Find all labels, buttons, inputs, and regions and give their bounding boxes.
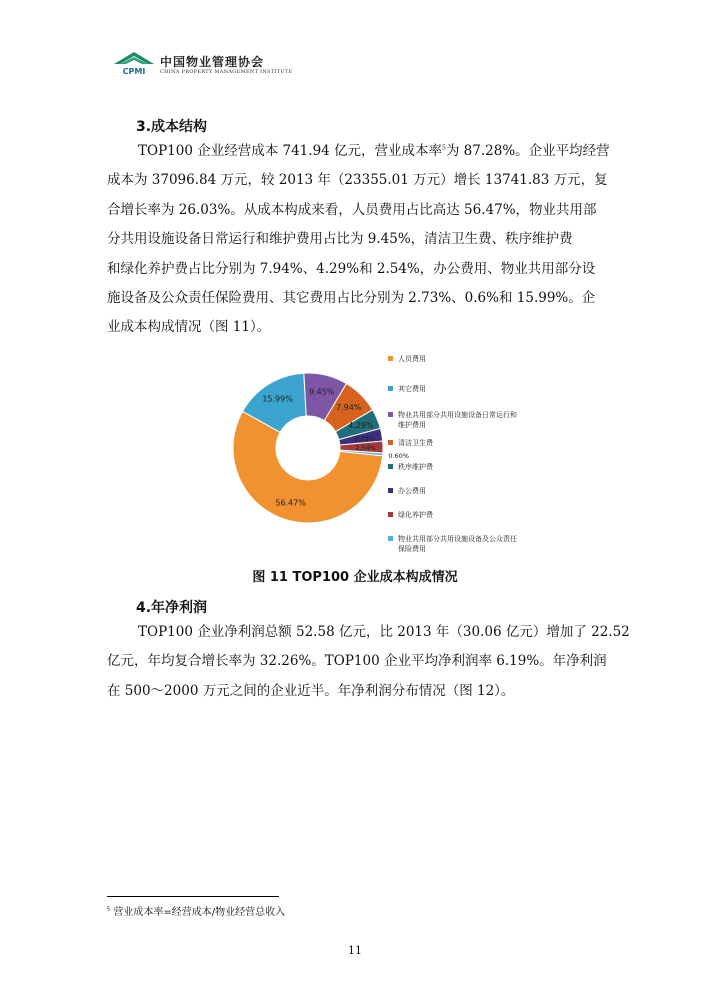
pie-slice-data-label: 2.73%	[354, 434, 375, 443]
text-run: TOP100 企业经营成本 741.94 亿元，营业成本率	[138, 143, 443, 159]
chart-caption: 图 11 TOP100 企业成本构成情况	[252, 570, 458, 585]
paragraph-line: 和绿化养护费占比分别为 7.94%、4.29%和 2.54%，办公费用、物业共用部分设	[107, 260, 596, 277]
footnote-mark: 5	[107, 906, 111, 913]
legend-label: 办公费用	[398, 487, 426, 495]
paragraph-line	[107, 137, 610, 166]
paragraph-line: TOP100 企业净利润总额 52.58 亿元，比 2013 年（30.06 亿元）增加了 22.52	[138, 624, 630, 640]
paragraph-line: 在 500～2000 万元之间的企业近半。年净利润分布情况（图 12）。	[107, 682, 515, 699]
footnote-text: 营业成本率=经营成本/物业经营总收入	[113, 907, 286, 918]
legend-label: 绿化养护费	[398, 511, 433, 519]
legend-swatch	[388, 464, 393, 469]
footnote-divider	[107, 896, 279, 897]
legend-label: 人员费用	[398, 355, 426, 363]
paragraph-line: 合增长率为 26.03%。从成本构成来看，人员费用占比高达 56.47%，物业共用部	[107, 201, 597, 218]
pie-slice-data-label: 56.47%	[275, 498, 306, 508]
paragraph-line: 亿元，年均复合增长率为 32.26%。TOP100 企业平均净利润率 6.19%。年净利润	[107, 653, 607, 670]
cost-structure-paragraph	[107, 137, 610, 343]
paragraph-line: 施设备及公众责任保险费用、其它费用占比分别为 2.73%、0.6%和 15.99%。企	[107, 290, 596, 307]
pie-slice-data-label: 15.99%	[262, 394, 293, 404]
legend-swatch	[388, 440, 393, 445]
footnote	[107, 903, 285, 918]
paragraph-line: 成本为 37096.84 万元，较 2013 年（23355.01 万元）增长 13741.83 万元，复	[107, 172, 608, 189]
section-heading-net-profit: 4.年净利润	[136, 600, 208, 616]
logo-chinese-name: 中国物业管理协会	[160, 55, 265, 69]
legend-label: 秩序维护费	[398, 463, 433, 471]
cpmi-logo-icon	[112, 50, 156, 78]
footnote-reference: 5	[442, 144, 446, 152]
header-logo	[112, 50, 312, 80]
legend-swatch	[388, 412, 393, 417]
paragraph-line: 分共用设施设备日常运行和维护费用占比为 9.45%，清洁卫生费、秩序维护费	[107, 231, 573, 248]
pie-slice-data-label: 2.54%	[355, 443, 376, 452]
legend-label: 清洁卫生费	[398, 439, 433, 447]
pie-slice-data-label: 9.45%	[309, 387, 335, 397]
legend-swatch	[388, 488, 393, 493]
legend-swatch	[388, 536, 393, 541]
legend-label: 物业共用部分共用设施设备日常运行和维护费用	[398, 411, 517, 429]
section-heading-cost-structure: 3.成本结构	[136, 119, 208, 135]
logo-english-name: CHINA PROPERTY MANAGEMENT INSTITUTE	[160, 69, 293, 75]
cost-structure-donut-chart	[228, 350, 498, 560]
pie-slice-data-label: 4.29%	[348, 421, 374, 431]
net-profit-paragraph	[107, 618, 630, 706]
pie-slice-data-label: 0.60%	[388, 451, 410, 460]
text-run: 为 87.28%。企业平均经营	[445, 143, 610, 159]
page-number: 11	[348, 944, 362, 957]
legend-label: 其它费用	[398, 385, 426, 393]
pie-slice-data-label: 7.94%	[336, 402, 362, 412]
legend-swatch	[388, 356, 393, 361]
legend-label: 物业共用部分共用设施设备及公众责任保险费用	[398, 535, 517, 553]
legend-swatch	[388, 386, 393, 391]
legend-swatch	[388, 512, 393, 517]
logo-abbr: CPMI	[122, 67, 146, 76]
paragraph-line: 业成本构成情况（图 11）。	[107, 319, 271, 336]
